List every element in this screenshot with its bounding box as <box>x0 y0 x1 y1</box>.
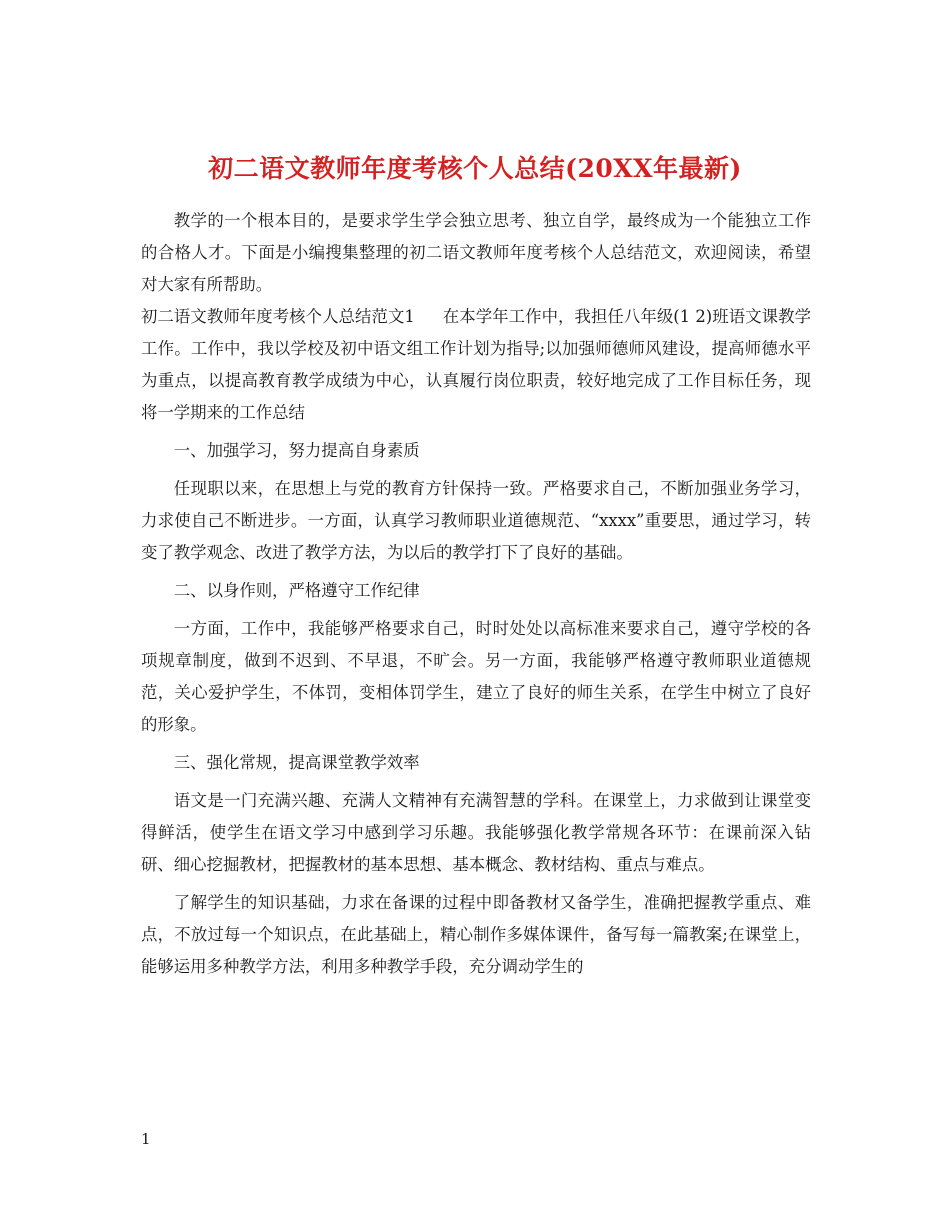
sample-title: 初二语文教师年度考核个人总结范文1 <box>141 307 415 326</box>
sample-opening: 在本学年工作中，我担任八年级(1 2)班语文课教学工作。工作中，我以学校及初中语文组工作计划为指导;以加强师德师风建设，提高师德水平为重点，以提高教育教学成绩为中心，认真履行岗位职责，较好地完成了工作目标任务，现将一学期来的工作总结 <box>141 307 811 422</box>
document-body <box>141 205 811 983</box>
section-heading-1: 一、加强学习，努力提高自身素质 <box>173 441 420 460</box>
section-body-2: 一方面，工作中，我能够严格要求自己，时时处处以高标准来要求自己，遵守学校的各项规章制度，做到不迟到、不早退，不旷会。另一方面，我能够严格遵守教师职业道德规范，关心爱护学生，不体罚，变相体罚学生，建立了良好的师生关系，在学生中树立了良好的形象。 <box>141 619 811 734</box>
intro-paragraph: 教学的一个根本目的，是要求学生学会独立思考、独立自学，最终成为一个能独立工作的合格人才。下面是小编搜集整理的初二语文教师年度考核个人总结范文，欢迎阅读，希望对大家有所帮助。 <box>141 211 811 294</box>
section-body-3b: 了解学生的知识基础，力求在备课的过程中即备教材又备学生，准确把握教学重点、难点，不放过每一个知识点，在此基础上，精心制作多媒体课件，备写每一篇教案;在课堂上，能够运用多种教学方法，利用多种教学手段，充分调动学生的 <box>141 893 811 976</box>
sample-paragraph <box>141 301 811 429</box>
page-number: 1 <box>141 1130 151 1148</box>
section-body-3a: 语文是一门充满兴趣、充满人文精神有充满智慧的学科。在课堂上，力求做到让课堂变得鲜活，使学生在语文学习中感到学习乐趣。我能够强化教学常规各环节：在课前深入钻研、细心挖掘教材，把握教材的基本思想、基本概念、教材结构、重点与难点。 <box>141 791 811 874</box>
section-heading-3: 三、强化常规，提高课堂教学效率 <box>173 753 420 772</box>
page-title: 初二语文教师年度考核个人总结(20XX年最新) <box>208 153 742 183</box>
section-body-1: 任现职以来，在思想上与党的教育方针保持一致。严格要求自己，不断加强业务学习，力求使自己不断进步。一方面，认真学习教师职业道德规范、“xxxx”重要思，通过学习，转变了教学观念、改进了教学方法，为以后的教学打下了良好的基础。 <box>141 479 811 562</box>
section-heading-2: 二、以身作则，严格遵守工作纪律 <box>173 581 420 600</box>
